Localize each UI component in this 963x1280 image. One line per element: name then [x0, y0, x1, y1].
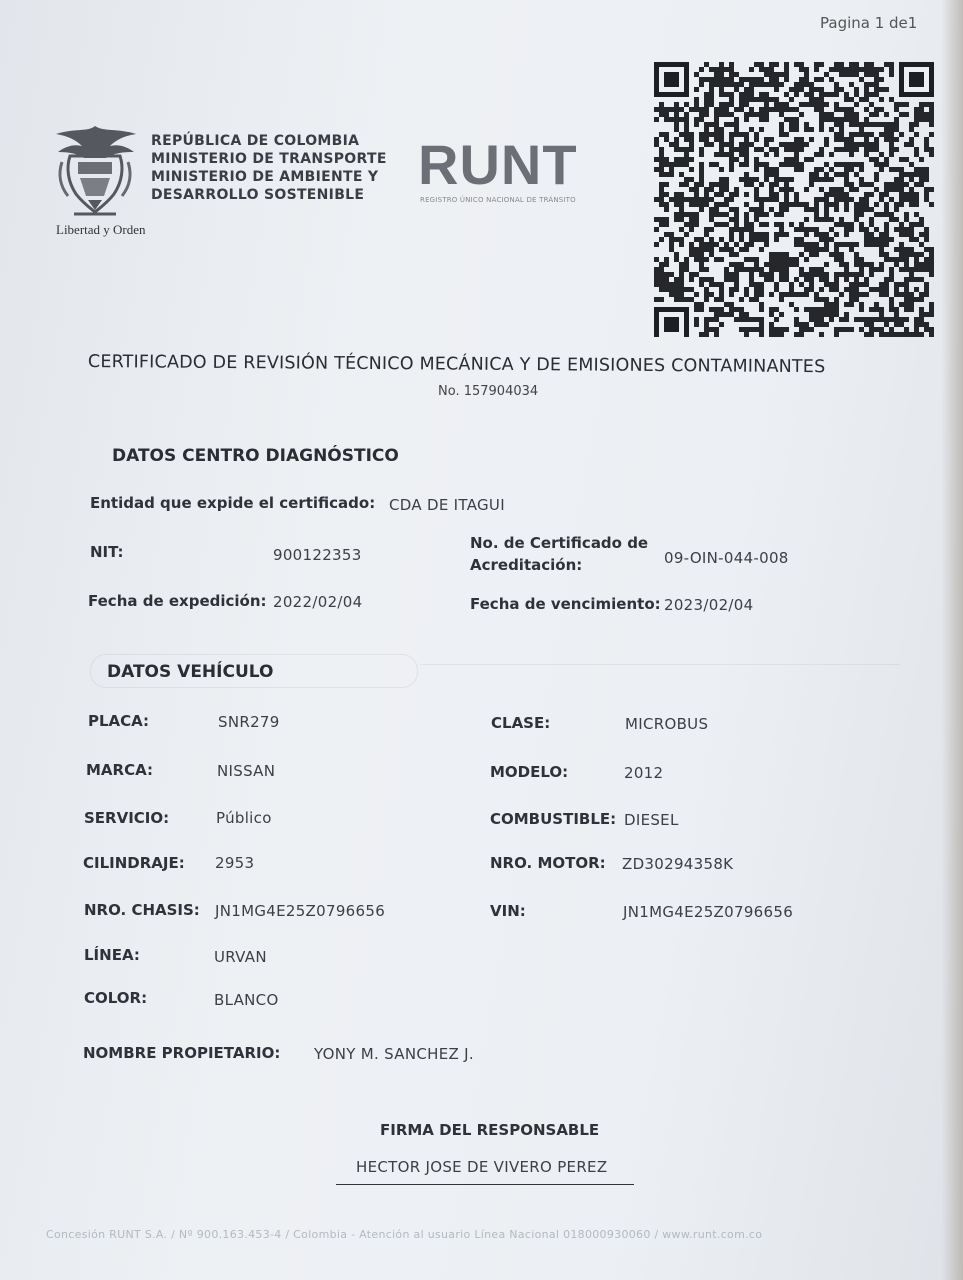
ministry-line: REPÚBLICA DE COLOMBIA	[151, 133, 360, 149]
vin-label: VIN:	[490, 902, 526, 920]
motor-value: ZD30294358K	[622, 855, 734, 873]
expedicion-label: Fecha de expedición:	[88, 592, 267, 610]
marca-label: MARCA:	[86, 761, 153, 779]
propietario-value: YONY M. SANCHEZ J.	[314, 1045, 474, 1063]
ministry-line: MINISTERIO DE AMBIENTE Y	[151, 169, 379, 185]
linea-label: LÍNEA:	[84, 946, 140, 964]
cilindraje-value: 2953	[215, 854, 255, 872]
footer-text: Concesión RUNT S.A. / Nº 900.163.453-4 / Colombia - Atención al usuario Línea Nacional 018000930060 / www.runt.com.co	[46, 1228, 763, 1241]
combustible-label: COMBUSTIBLE:	[490, 810, 617, 828]
section-title-centro: DATOS CENTRO DIAGNÓSTICO	[112, 446, 399, 466]
chasis-value: JN1MG4E25Z0796656	[215, 902, 386, 920]
linea-value: URVAN	[214, 948, 267, 966]
vin-value: JN1MG4E25Z0796656	[623, 903, 794, 921]
cilindraje-label: CILINDRAJE:	[83, 854, 185, 872]
qr-code-icon	[654, 62, 934, 337]
runt-logo: RUNT	[418, 133, 578, 196]
ministry-line: DESARROLLO SOSTENIBLE	[151, 187, 365, 203]
certificate-number: No. 157904034	[438, 384, 539, 399]
certificate-title: CERTIFICADO DE REVISIÓN TÉCNICO MECÁNICA Y DE EMISIONES CONTAMINANTES	[87, 352, 826, 378]
acreditacion-label-2: Acreditación:	[470, 556, 583, 574]
ministry-line: MINISTERIO DE TRANSPORTE	[151, 151, 387, 167]
modelo-value: 2012	[624, 764, 664, 782]
chasis-label: NRO. CHASIS:	[84, 901, 200, 919]
acreditacion-value: 09-OIN-044-008	[664, 549, 789, 567]
section-title-vehiculo: DATOS VEHÍCULO	[107, 662, 274, 682]
propietario-label: NOMBRE PROPIETARIO:	[83, 1044, 281, 1062]
coat-of-arms-motto: Libertad y Orden	[56, 222, 146, 237]
color-value: BLANCO	[214, 991, 279, 1009]
acreditacion-label-1: No. de Certificado de	[470, 534, 649, 552]
runt-logo-subtitle: REGISTRO ÚNICO NACIONAL DE TRÁNSITO	[420, 196, 576, 204]
firma-label: FIRMA DEL RESPONSABLE	[380, 1121, 600, 1139]
nit-value: 900122353	[273, 546, 362, 564]
expedicion-value: 2022/02/04	[273, 593, 363, 611]
signature-line	[336, 1184, 634, 1185]
clase-value: MICROBUS	[625, 715, 709, 733]
placa-label: PLACA:	[88, 712, 150, 730]
clase-label: CLASE:	[491, 714, 551, 732]
placa-value: SNR279	[218, 713, 280, 731]
marca-value: NISSAN	[217, 762, 276, 780]
paper-edge-shadow	[941, 0, 963, 1280]
servicio-value: Público	[216, 809, 272, 827]
coat-of-arms-icon	[48, 122, 143, 222]
vencimiento-label: Fecha de vencimiento:	[470, 595, 661, 613]
vencimiento-value: 2023/02/04	[664, 596, 754, 614]
entidad-value: CDA DE ITAGUI	[389, 496, 505, 514]
color-label: COLOR:	[84, 989, 148, 1007]
firma-name: HECTOR JOSE DE VIVERO PEREZ	[356, 1158, 608, 1176]
modelo-label: MODELO:	[490, 763, 569, 781]
nit-label: NIT:	[90, 543, 124, 561]
ministry-block	[151, 132, 387, 204]
motor-label: NRO. MOTOR:	[490, 854, 606, 872]
section-divider	[420, 664, 900, 665]
page-number: Pagina 1 de1	[820, 14, 918, 32]
entidad-label: Entidad que expide el certificado:	[90, 494, 376, 512]
servicio-label: SERVICIO:	[84, 809, 170, 827]
combustible-value: DIESEL	[624, 811, 679, 829]
